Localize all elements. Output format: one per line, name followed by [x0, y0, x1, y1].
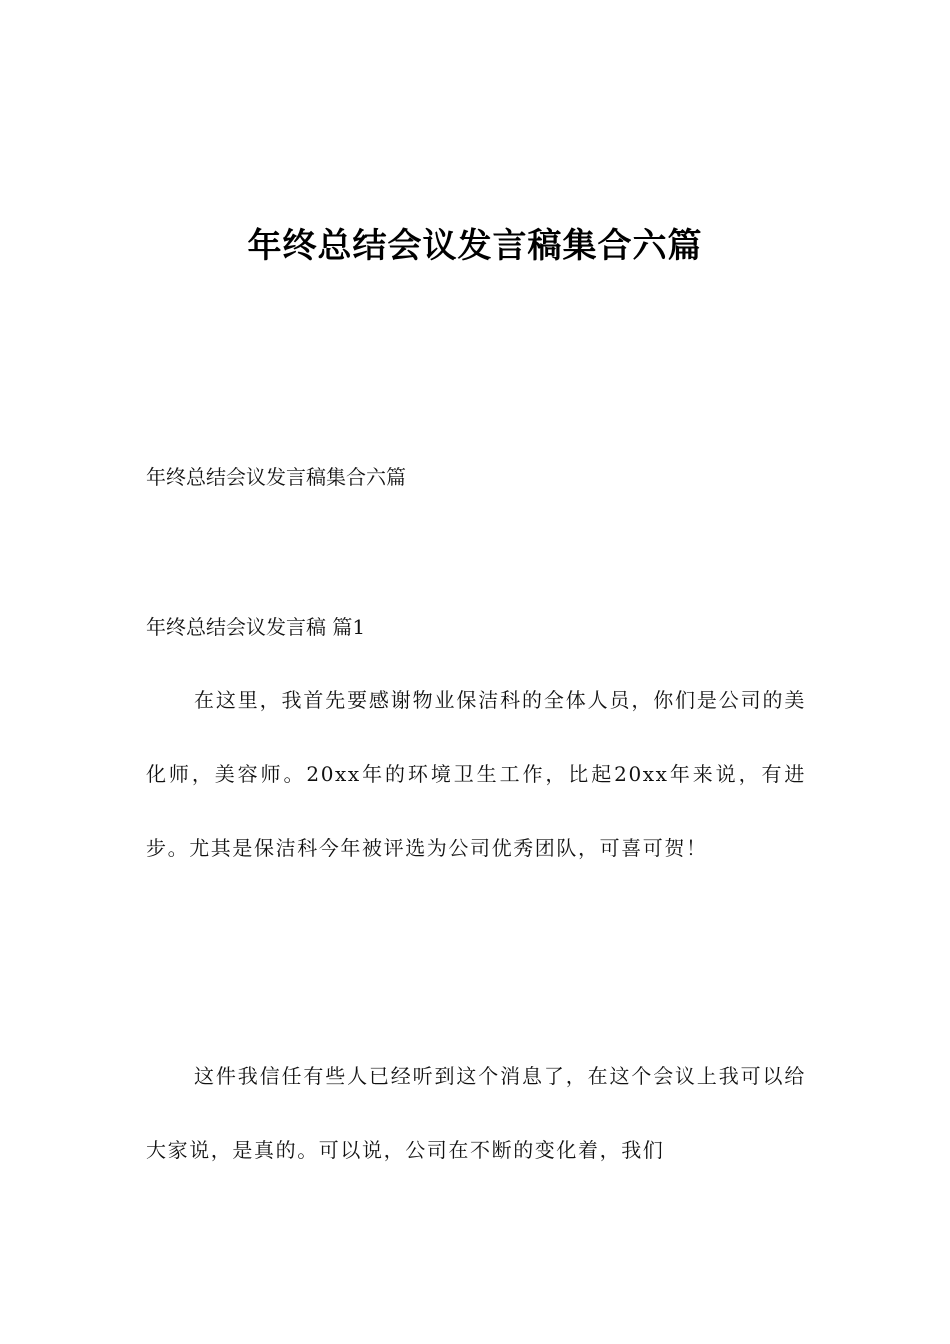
document-subtitle: 年终总结会议发言稿集合六篇	[146, 465, 406, 489]
section-heading: 年终总结会议发言稿 篇1	[146, 615, 366, 639]
document-title: 年终总结会议发言稿集合六篇	[247, 226, 703, 266]
body-paragraph-1: 在这里，我首先要感谢物业保洁科的全体人员，你们是公司的美化师，美容师。20xx年的环境卫生工作，比起20xx年来说，有进步。尤其是保洁科今年被评选为公司优秀团队，可喜可贺！	[146, 688, 806, 860]
body-paragraph-2: 这件我信任有些人已经听到这个消息了，在这个会议上我可以给大家说，是真的。可以说，公司在不断的变化着，我们	[146, 1064, 806, 1162]
